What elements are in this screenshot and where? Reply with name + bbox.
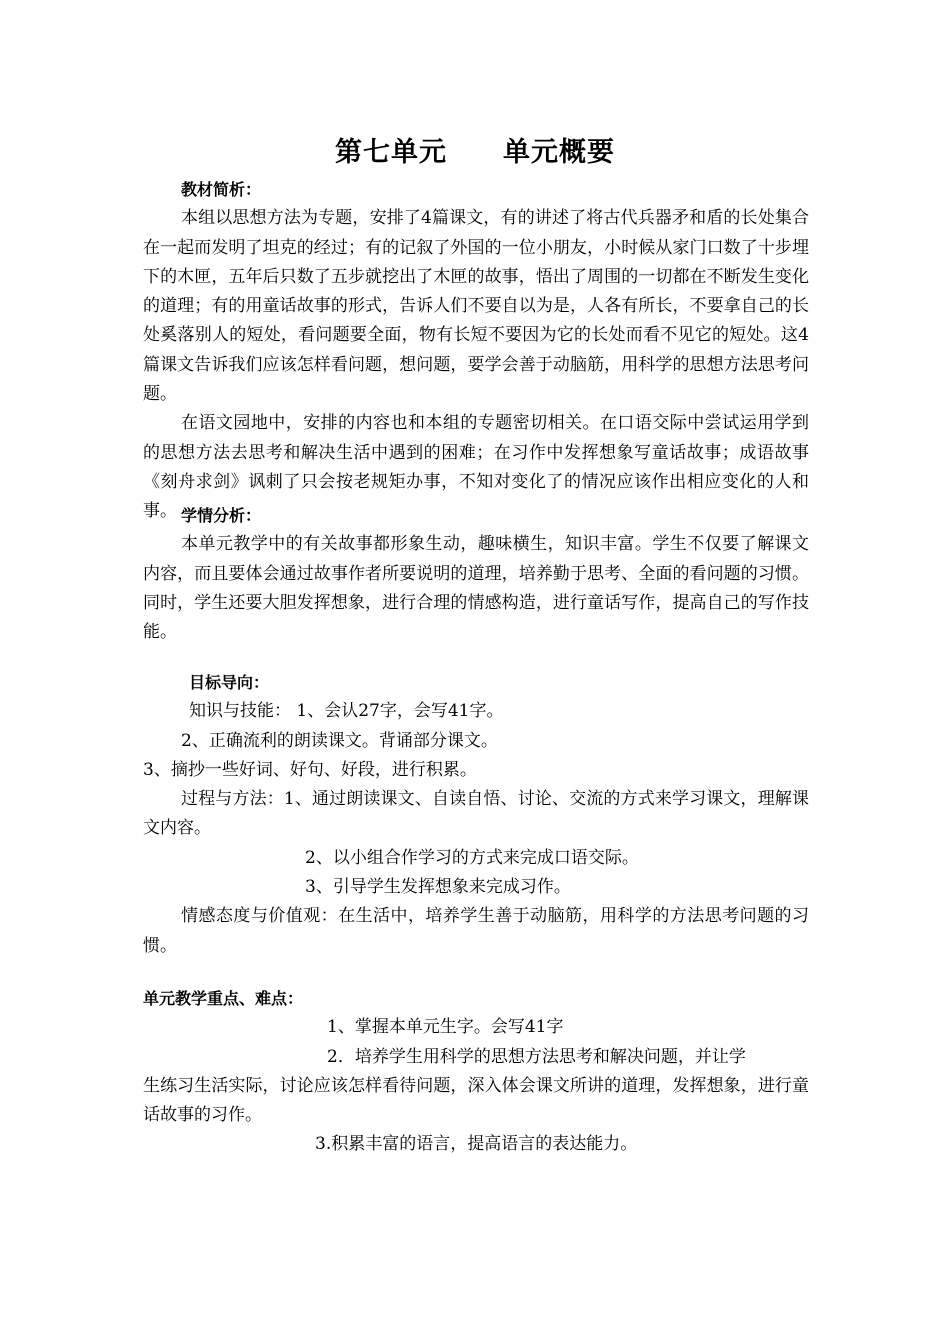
keypoints-section	[143, 984, 809, 1160]
goals-knowledge: 知识与技能： 1、会认27字，会写41字。	[189, 701, 504, 722]
keypoints-heading: 单元教学重点、难点：	[143, 989, 304, 1008]
students-heading: 学情分析：	[181, 506, 262, 525]
goals-knowledge-3: 3、摘抄一些好词、好句、好段，进行积累。	[143, 759, 477, 780]
analysis-section	[143, 175, 809, 527]
goals-process-2: 2、以小组合作学习的方式来完成口语交际。	[305, 847, 639, 868]
goals-emotion: 情感态度与价值观：在生活中，培养学生善于动脑筋，用科学的方法思考问题的习惯。	[143, 906, 809, 956]
students-paragraph: 本单元教学中的有关故事都形象生动，趣味横生，知识丰富。学生不仅要了解课文内容，而且要体会通过故事作者所要说明的道理，培养勤于思考、全面的看问题的习惯。同时，学生还要大胆发挥想象，进行合理的情感构造，进行童话写作，提高自己的写作技能。	[143, 534, 809, 643]
keypoints-item-3: 3.积累丰富的语言，提高语言的表达能力。	[315, 1134, 638, 1155]
goals-knowledge-2: 2、正确流利的朗读课文。背诵部分课文。	[181, 730, 498, 751]
keypoints-item-1: 1、掌握本单元生字。会写41字	[327, 1017, 564, 1038]
keypoints-item-2b: 生练习生活实际，讨论应该怎样看待问题，深入体会课文所讲的道理，发挥想象，进行童话故事的习作。	[143, 1075, 809, 1126]
analysis-paragraph-1: 本组以思想方法为专题，安排了4篇课文，有的讲述了将古代兵器矛和盾的长处集合在一起而发明了坦克的经过；有的记叙了外国的一位小朋友，小时候从家门口数了十步埋下的木匣，五年后只数了五步就挖出了木匣的故事，悟出了周围的一切都在不断发生变化的道理；有的用童话故事的形式，告诉人们不要自以为是，人各有所长，不要拿自己的长处奚落别人的短处，看问题要全面，物有长短不要因为它的长处而看不见它的短处。这4篇课文告诉我们应该怎样看问题，想问题，要学会善于动脑筋，用科学的思想方法思考问题。	[143, 208, 809, 405]
students-section	[143, 501, 809, 647]
goals-process-3: 3、引导学生发挥想象来完成习作。	[305, 877, 571, 898]
goals-process: 过程与方法：1、通过朗读课文、自读自悟、讨论、交流的方式来学习课文，理解课文内容。	[143, 789, 809, 839]
goals-heading: 目标导向：	[189, 673, 270, 692]
analysis-heading: 教材简析：	[181, 180, 262, 199]
title-summary: 单元概要	[503, 137, 615, 168]
page-title	[0, 130, 950, 169]
goals-section	[143, 668, 809, 961]
keypoints-item-2a: 2．培养学生用科学的思想方法思考和解决问题，并让学	[327, 1046, 746, 1067]
title-unit: 第七单元	[335, 137, 447, 168]
analysis-paragraph-2: 在语文园地中，安排的内容也和本组的专题密切相关。在口语交际中尝试运用学到的思想方法去思考和解决生活中遇到的困难；在习作中发挥想象写童话故事；成语故事《刻舟求剑》讽刺了只会按老规矩办事，不知对变化了的情况应该作出相应变化的人和事。	[143, 413, 809, 522]
